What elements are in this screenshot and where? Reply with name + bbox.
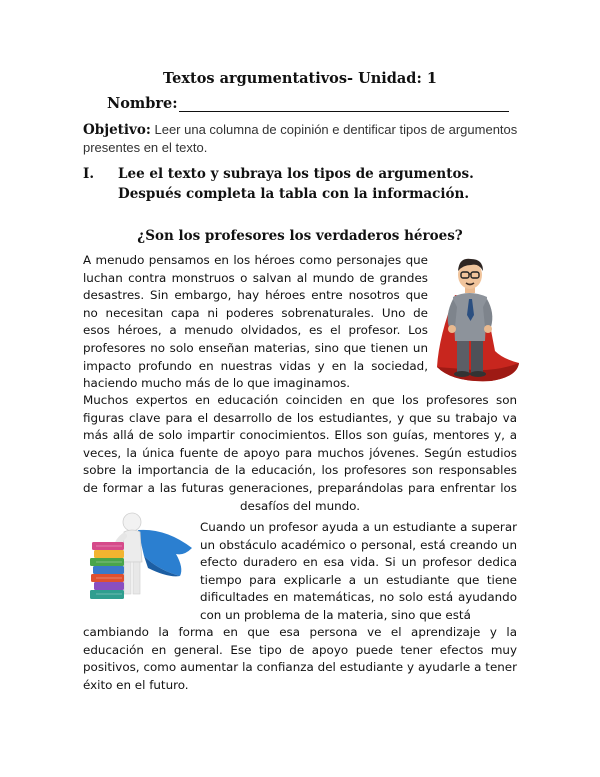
instruction-text: Lee el texto y subraya los tipos de argumentos. Después completa la tabla con la información.	[118, 166, 474, 202]
article-paragraph-2: Muchos expertos en educación coinciden en que los profesores son figuras clave para el desarrollo de los estudiantes, y que su trabajo va más allá de solo impartir conocimientos. Ellos son guías, mentores y, a veces, la única fuente de apoyo para muchos jóvenes. Según estudios sobre la importancia de la educación, los profesores son responsables de formar a las futuras generaciones, preparándolas para enfrentar los desafíos del mundo.	[83, 393, 517, 513]
books-superhero-illustration	[88, 508, 198, 608]
instruction-number: I.	[83, 166, 95, 182]
worksheet-title: Textos argumentativos- Unidad: 1	[163, 70, 437, 87]
name-blank-line	[179, 97, 509, 112]
objective-label: Objetivo:	[83, 122, 151, 138]
article-paragraph-3: Cuando un profesor ayuda a un estudiante a superar un obstáculo académico o personal, está creando un efecto duradero en esa vida. Si un profesor dedica tiempo para explicarle a un estudiante que tiene dificultades en matemáticas, no solo está ayudando con un problema de la materia, sino que está	[200, 520, 517, 622]
article-paragraph-4: cambiando la forma en que esa persona ve el aprendizaje y la educación en general. Ese tipo de apoyo puede tener efectos muy positivos, como aumentar la confianza del estudiante y ayudarle a tener éxito en el futuro.	[83, 625, 517, 692]
teacher-superhero-illustration	[433, 255, 521, 387]
name-field	[107, 95, 509, 112]
objective-text: Leer una columna de copinión e dentificar tipos de argumentos presentes en el texto.	[83, 122, 518, 155]
objective	[83, 121, 523, 157]
name-label: Nombre:	[107, 95, 178, 112]
article-paragraph-1: A menudo pensamos en los héroes como personajes que luchan contra monstruos o salvan al mundo de grandes desastres. Sin embargo, hay héroes entre nosotros que no necesitan capa ni poderes sobrenaturales. Uno de esos héroes, a menudo olvidados, es el profesor. Los profesores no solo enseñan materias, sino que tienen un impacto profundo en nuestras vidas y en la sociedad, haciendo mucho más de lo que imaginamos.	[83, 253, 428, 391]
article-title: ¿Son los profesores los verdaderos héroes?	[137, 228, 463, 244]
